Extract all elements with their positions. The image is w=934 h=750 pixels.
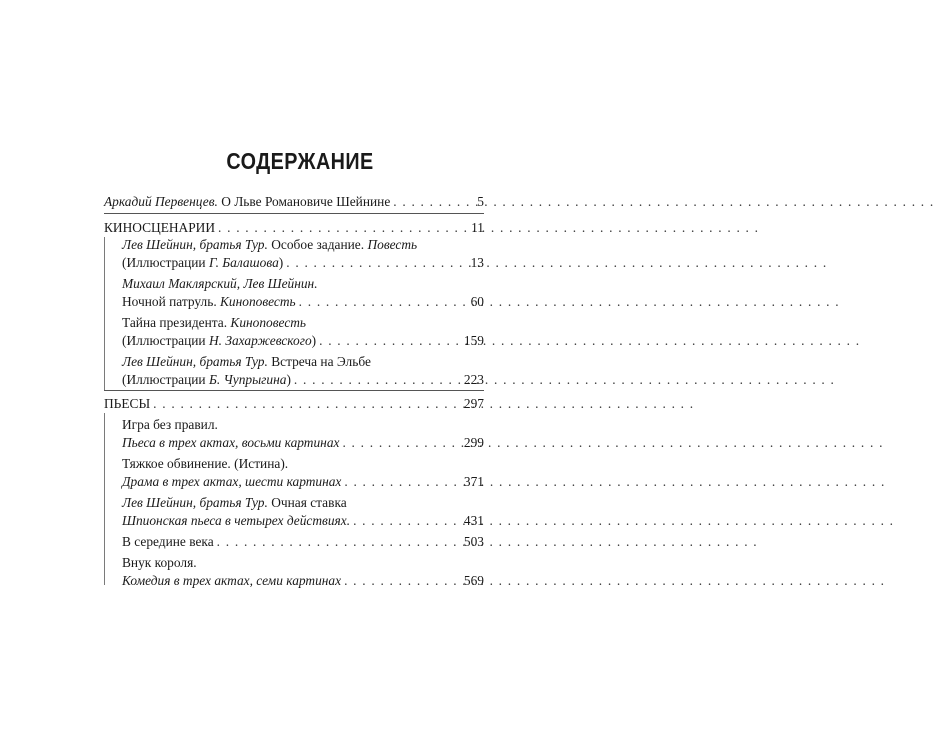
divider [104, 213, 484, 214]
genre: Киноповесть [230, 315, 307, 330]
toc-entry-line [122, 275, 484, 293]
toc-entry-meeting-elbe[interactable] [122, 371, 484, 389]
entry-title: Игра без правил. [122, 417, 218, 432]
page-number: 159 [463, 333, 484, 348]
entry-title: Тайна президента. [122, 315, 231, 330]
entry-title: Ночной патруль. [122, 294, 221, 309]
toc-entry-line [122, 554, 484, 572]
leader-dots [353, 512, 461, 530]
entry-title: В середине века [122, 534, 214, 549]
page-number: 60 [470, 294, 484, 309]
illustrations-label: (Иллюстрации [122, 372, 209, 387]
entry-title: Внук короля. [122, 555, 197, 570]
toc-entry-line [122, 314, 484, 332]
leader-dots [286, 254, 467, 272]
author: Михаил Маклярский, Лев Шейнин. [122, 276, 318, 291]
toc-entry-intro[interactable] [104, 193, 484, 211]
toc-entry-line [122, 455, 484, 473]
section-label: ПЬЕСЫ [104, 396, 151, 411]
leader-dots [294, 371, 461, 389]
leader-dots [299, 293, 468, 311]
toc-entry-line [122, 494, 484, 512]
entry-title: О Льве Романовиче Шейнине [217, 194, 391, 209]
entry-title: Очная ставка [267, 495, 347, 510]
entry-title: Тяжкое обвинение. (Истина). [122, 456, 289, 471]
paren: ) [311, 333, 317, 348]
page-number: 371 [463, 474, 484, 489]
genre: Драма в трех актах, шести картинах [122, 474, 342, 489]
toc-section-screenplays[interactable] [104, 219, 484, 237]
page-number: 13 [470, 255, 484, 270]
author: Лев Шейнин, братья Тур. [122, 354, 268, 369]
toc-entry-game-without-rules[interactable] [122, 434, 484, 452]
leader-dots [344, 473, 461, 491]
toc-entry-president-secret[interactable] [122, 332, 484, 350]
toc-entry-line [122, 353, 484, 371]
entry-title: Встреча на Эльбе [267, 354, 371, 369]
leader-dots [217, 533, 461, 551]
leader-dots [342, 434, 460, 452]
author: Лев Шейнин, братья Тур. [122, 237, 268, 252]
illustrations-label: (Иллюстрации [122, 333, 209, 348]
genre: Повесть [367, 237, 418, 252]
toc-entry-kings-grandson[interactable] [122, 572, 484, 590]
toc-entry-special-task[interactable] [122, 254, 484, 272]
author: Лев Шейнин, братья Тур. [122, 495, 268, 510]
illustrator: Н. Захаржевского [208, 333, 312, 348]
genre: Пьеса в трех актах, восьми картинах [122, 435, 340, 450]
page-number: 503 [463, 534, 484, 549]
divider [104, 390, 484, 391]
toc-entry-mid-century[interactable] [122, 533, 484, 551]
section-bracket [104, 237, 105, 391]
toc-entry-line [122, 416, 484, 434]
genre: Комедия в трех актах, семи картинах [122, 573, 342, 588]
page-number: 11 [471, 220, 484, 235]
toc-entry-grave-accusation[interactable] [122, 473, 484, 491]
page-number: 223 [463, 372, 484, 387]
leader-dots [319, 332, 461, 350]
genre: Шпионская пьеса в четырех действиях. [122, 513, 351, 528]
page-number: 5 [477, 194, 484, 209]
paren: ) [278, 255, 284, 270]
leader-dots [153, 395, 461, 413]
toc-section-plays[interactable] [104, 395, 484, 413]
toc-entry-confrontation[interactable] [122, 512, 484, 530]
page-number: 299 [463, 435, 484, 450]
page-title: СОДЕРЖАНИЕ [226, 148, 374, 174]
leader-dots [344, 572, 461, 590]
page-number: 569 [463, 573, 484, 588]
section-label: КИНОСЦЕНАРИИ [104, 220, 216, 235]
paren: ) [286, 372, 291, 387]
genre: Киноповесть [220, 294, 296, 309]
leader-dots [393, 193, 474, 211]
illustrator: Б. Чупрыгина [208, 372, 287, 387]
entry-title: Особое задание. [267, 237, 368, 252]
leader-dots [218, 219, 468, 237]
page-number: 431 [463, 513, 484, 528]
toc-entry-night-patrol[interactable] [122, 293, 484, 311]
illustrations-label: (Иллюстрации [122, 255, 209, 270]
toc-entry-line [122, 236, 484, 254]
illustrator: Г. Балашова [208, 255, 279, 270]
section-bracket [104, 413, 105, 585]
author: Аркадий Первенцев. [104, 194, 218, 209]
page-number: 297 [463, 396, 484, 411]
